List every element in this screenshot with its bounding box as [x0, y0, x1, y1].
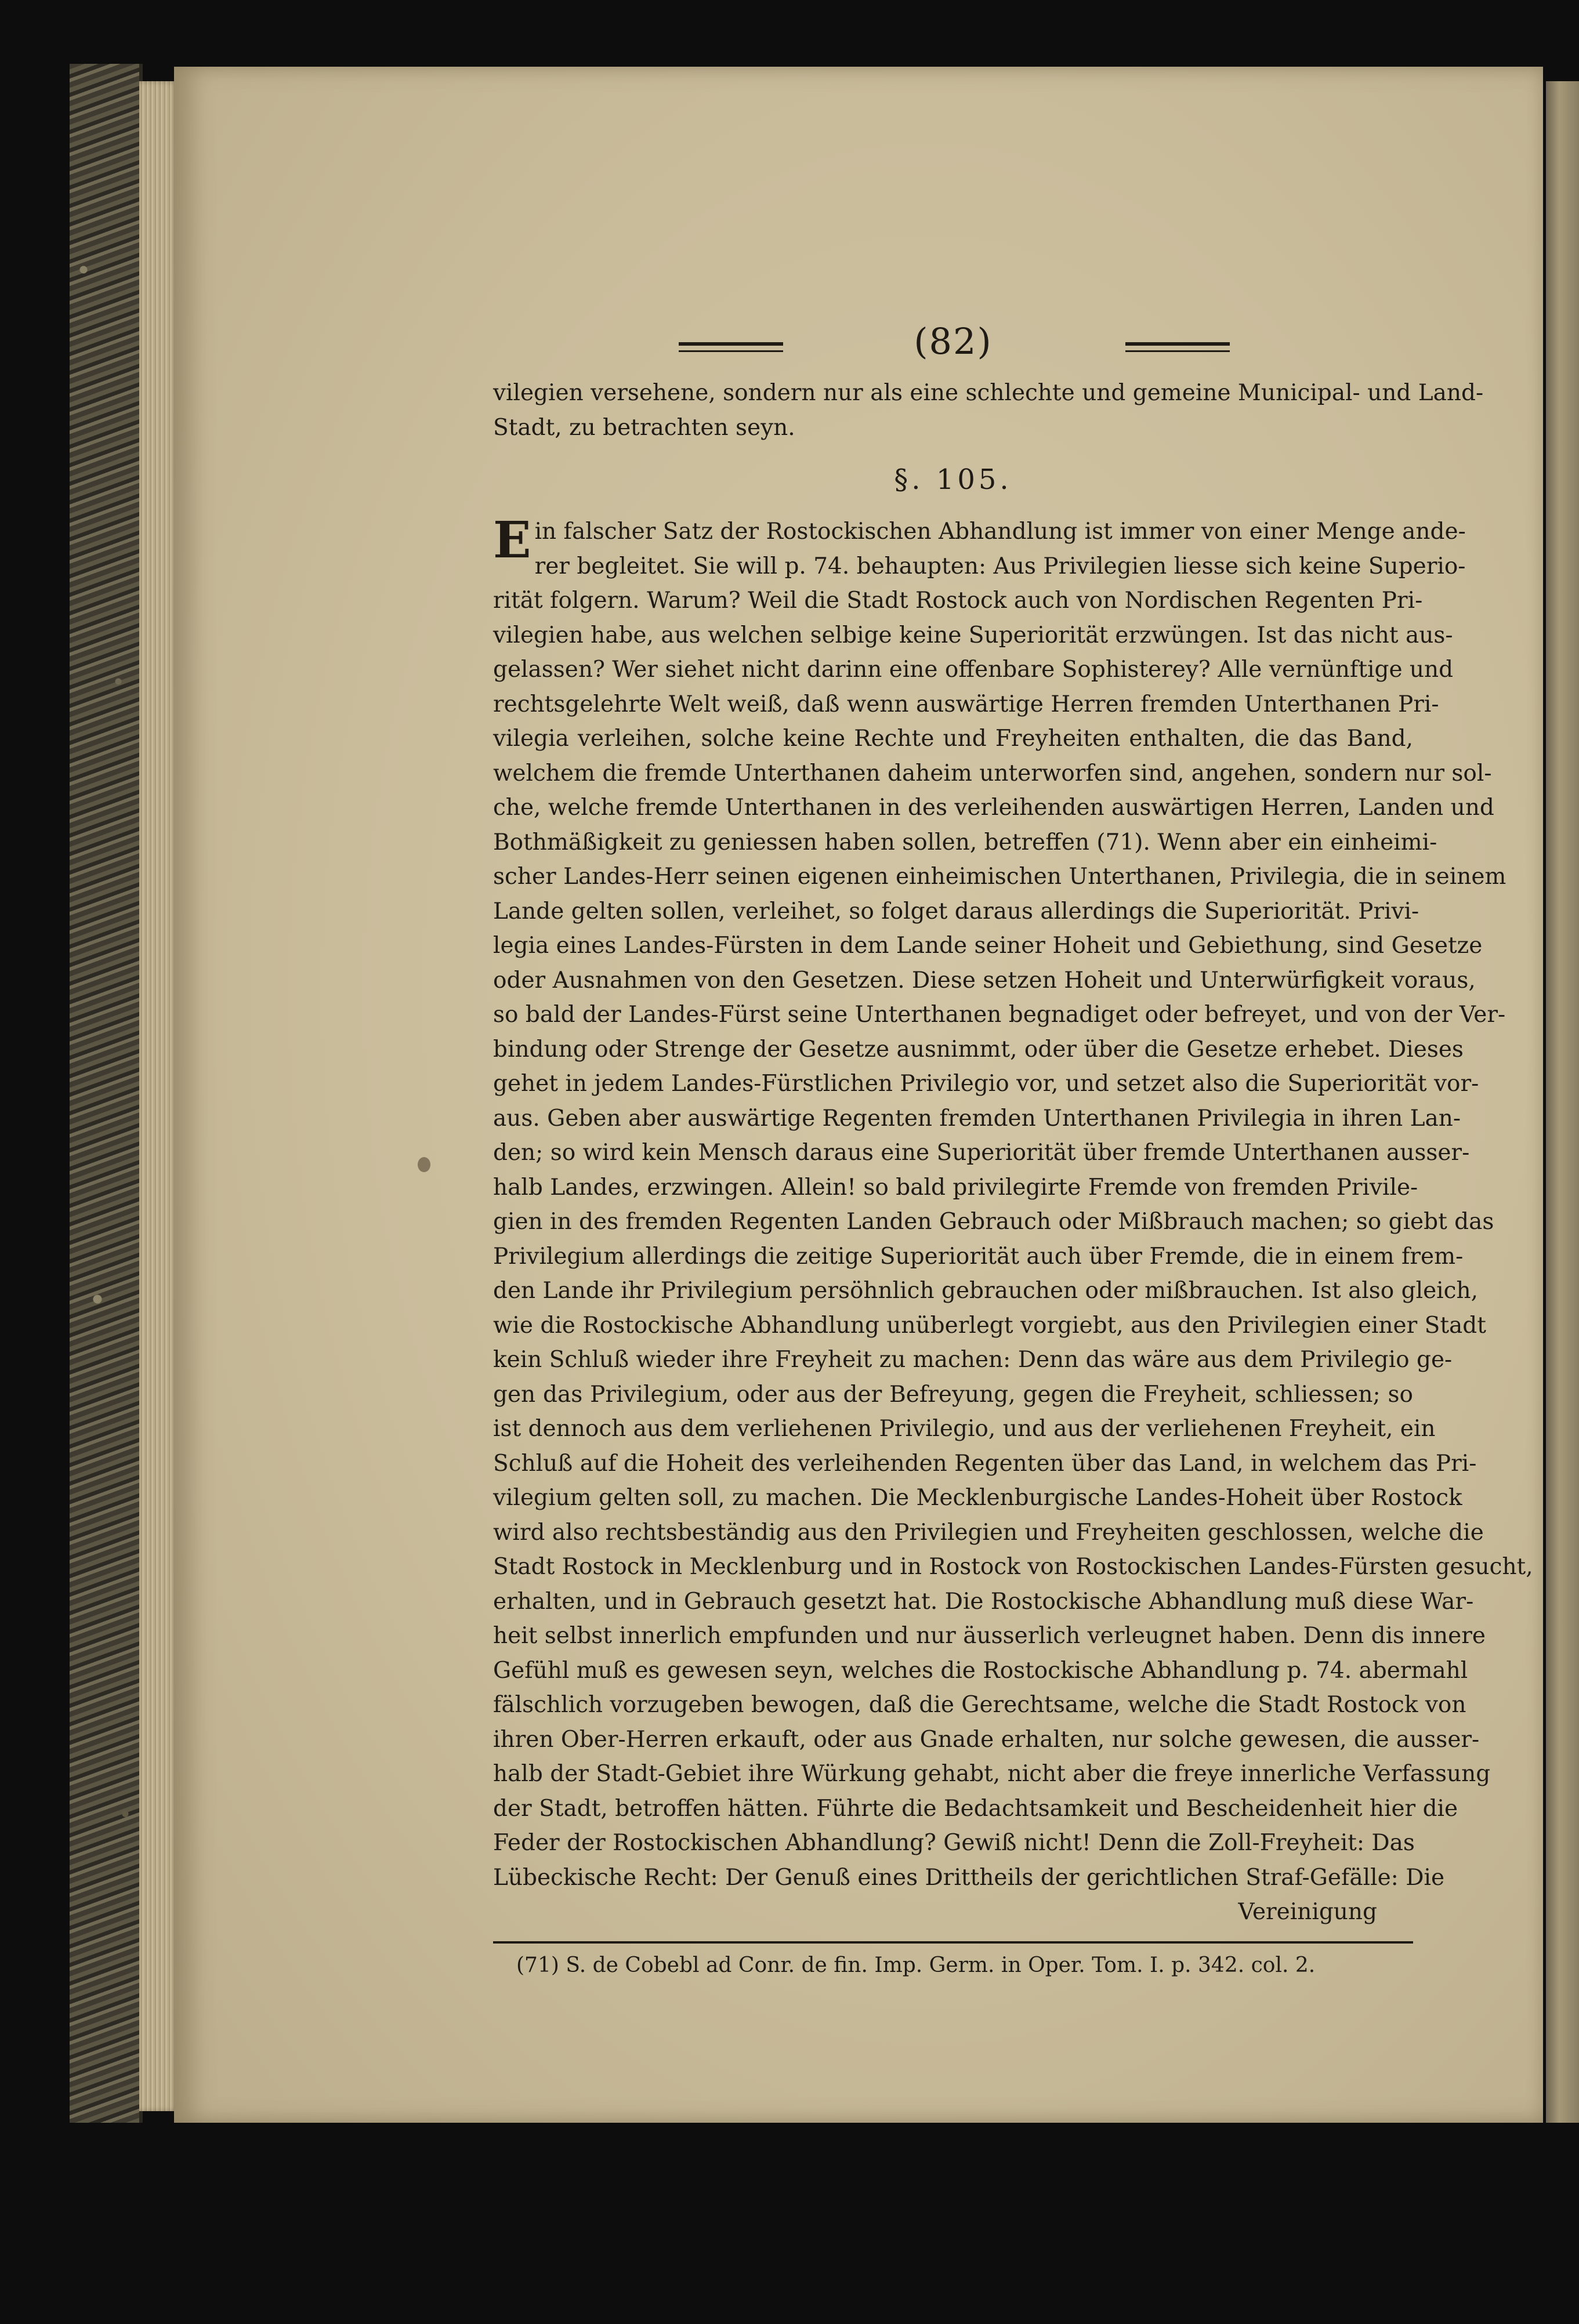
body-line: in falscher Satz der Rostockischen Abhandlung ist immer von einer Menge ande-	[534, 519, 1466, 545]
body-line: so bald der Landes-Fürst seine Unterthanen begnadiget oder befreyet, und von der Ver-	[493, 1002, 1506, 1028]
body-line: welchem die fremde Unterthanen daheim unterworfen sind, angehen, sondern nur sol-	[493, 760, 1492, 786]
body-line: Gefühl muß es gewesen seyn, welches die Rostockische Abhandlung p. 74. abermahl	[493, 1657, 1468, 1684]
body-line: aus. Geben aber auswärtige Regenten fremden Unterthanen Privilegia in ihren Lan-	[493, 1105, 1461, 1132]
body-line: oder Ausnahmen von den Gesetzen. Diese setzen Hoheit und Unterwürfigkeit voraus,	[493, 967, 1476, 994]
body-line: gelassen? Wer siehet nicht darinn eine offenbare Sophisterey? Alle vernünftige und	[493, 657, 1454, 683]
body-line: den Lande ihr Privilegium persöhnlich gebrauchen oder mißbrauchen. Ist also gleich,	[493, 1278, 1479, 1304]
body-line: ist dennoch aus dem verliehenen Privilegio, und aus der verliehenen Freyheit, ein	[493, 1416, 1436, 1442]
marbled-book-edge	[70, 64, 143, 2123]
body-line: wie die Rostockische Abhandlung unüberlegt vorgiebt, aus den Privilegien einer Stadt	[493, 1312, 1486, 1339]
body-line: che, welche fremde Unterthanen in des verleihenden auswärtigen Herren, Landen und	[493, 795, 1494, 821]
body-line: erhalten, und in Gebrauch gesetzt hat. Die Rostockische Abhandlung muß diese War-	[493, 1588, 1474, 1615]
body-line: gehet in jedem Landes-Fürstlichen Privilegio vor, und setzet also die Superiorität vor-	[493, 1071, 1479, 1097]
page-number: (82)	[914, 320, 993, 362]
body-line: halb der Stadt-Gebiet ihre Würkung gehabt, nicht aber die freye innerliche Verfassung	[493, 1761, 1491, 1787]
header-rule-right	[1125, 342, 1230, 352]
continuation-line: vilegien versehene, sondern nur als eine schlechte und gemeine Municipal- und Land-	[493, 380, 1484, 406]
body-line: der Stadt, betroffen hätten. Führte die Bedachtsamkeit und Bescheidenheit hier die	[493, 1795, 1458, 1822]
body-line: Privilegium allerdings die zeitige Superiorität auch über Fremde, die in einem frem-	[493, 1243, 1464, 1270]
body-line: vilegien habe, aus welchen selbige keine Superiorität erzwüngen. Ist das nicht aus-	[493, 622, 1453, 648]
body-line: legia eines Landes-Fürsten in dem Lande seiner Hoheit und Gebiethung, sind Gesetze	[493, 933, 1483, 959]
footnote: (71) S. de Cobebl ad Conr. de fin. Imp. Germ. in Oper. Tom. I. p. 342. col. 2.	[516, 1953, 1316, 1977]
adjacent-page-edge	[1546, 81, 1579, 2123]
body-line: Stadt Rostock in Mecklenburg und in Rostock von Rostockischen Landes-Fürsten gesucht,	[493, 1554, 1533, 1580]
body-line: halb Landes, erzwingen. Allein! so bald privilegirte Fremde von fremden Privile-	[493, 1174, 1418, 1201]
body-line: ihren Ober-Herren erkauft, oder aus Gnade erhalten, nur solche gewesen, die ausser-	[493, 1726, 1480, 1753]
body-line: vilegium gelten soll, zu machen. Die Mecklenburgische Landes-Hoheit über Rostock	[493, 1485, 1462, 1511]
body-line: rer begleitet. Sie will p. 74. behaupten: Aus Privilegien liesse sich keine Superio-	[534, 553, 1466, 579]
body-line: fälschlich vorzugeben bewogen, daß die Gerechtsame, welche die Stadt Rostock von	[493, 1692, 1466, 1718]
body-line: heit selbst innerlich empfunden und nur äusserlich verleugnet haben. Denn dis innere	[493, 1623, 1486, 1649]
paper-stain	[418, 1157, 430, 1172]
catchword: Vereinigung	[1238, 1899, 1377, 1925]
body-line: den; so wird kein Mensch daraus eine Superiorität über fremde Unterthanen ausser-	[493, 1140, 1470, 1166]
page-text	[493, 318, 1533, 1982]
body-line: bindung oder Strenge der Gesetze ausnimmt, oder über die Gesetze erhebet. Dieses	[493, 1036, 1464, 1063]
body-line: Lübeckische Recht: Der Genuß eines Drittheils der gerichtlichen Straf-Gefälle: Die	[493, 1864, 1445, 1891]
body-line: gien in des fremden Regenten Landen Gebrauch oder Mißbrauch machen; so giebt das	[493, 1209, 1494, 1235]
body-line: rechtsgelehrte Welt weiß, daß wenn auswärtige Herren fremden Unterthanen Pri-	[493, 691, 1439, 717]
drop-cap: E	[493, 511, 531, 570]
body-line: wird also rechtsbeständig aus den Privilegien und Freyheiten geschlossen, welche die	[493, 1519, 1484, 1546]
body-line: kein Schluß wieder ihre Freyheit zu machen: Denn das wäre aus dem Privilegio ge-	[493, 1347, 1453, 1373]
body-line: Bothmäßigkeit zu geniessen haben sollen, betreffen (71). Wenn aber ein einheimi-	[493, 829, 1437, 855]
body-line: Lande gelten sollen, verleihet, so folget daraus allerdings die Superiorität. Privi-	[493, 898, 1419, 924]
body-line: vilegia verleihen, solche keine Rechte und Freyheiten enthalten, die das Band,	[493, 726, 1413, 752]
body-line: gen das Privilegium, oder aus der Befreyung, gegen die Freyheit, schliessen; so	[493, 1381, 1413, 1408]
paragraph	[493, 511, 1533, 1895]
body-line: Schluß auf die Hoheit des verleihenden Regenten über das Land, in welchem das Pri-	[493, 1450, 1477, 1477]
footnote-rule	[493, 1941, 1413, 1944]
body-line: Feder der Rostockischen Abhandlung? Gewiß nicht! Denn die Zoll-Freyheit: Das	[493, 1830, 1415, 1856]
body-line: rität folgern. Warum? Weil die Stadt Rostock auch von Nordischen Regenten Pri-	[493, 588, 1423, 614]
page-header	[493, 318, 1413, 376]
section-heading: §. 105.	[894, 463, 1012, 496]
continuation-line: Stadt, zu betrachten seyn.	[493, 414, 795, 441]
body-line: scher Landes-Herr seinen eigenen einheimischen Unterthanen, Privilegia, die in seinem	[493, 864, 1506, 890]
